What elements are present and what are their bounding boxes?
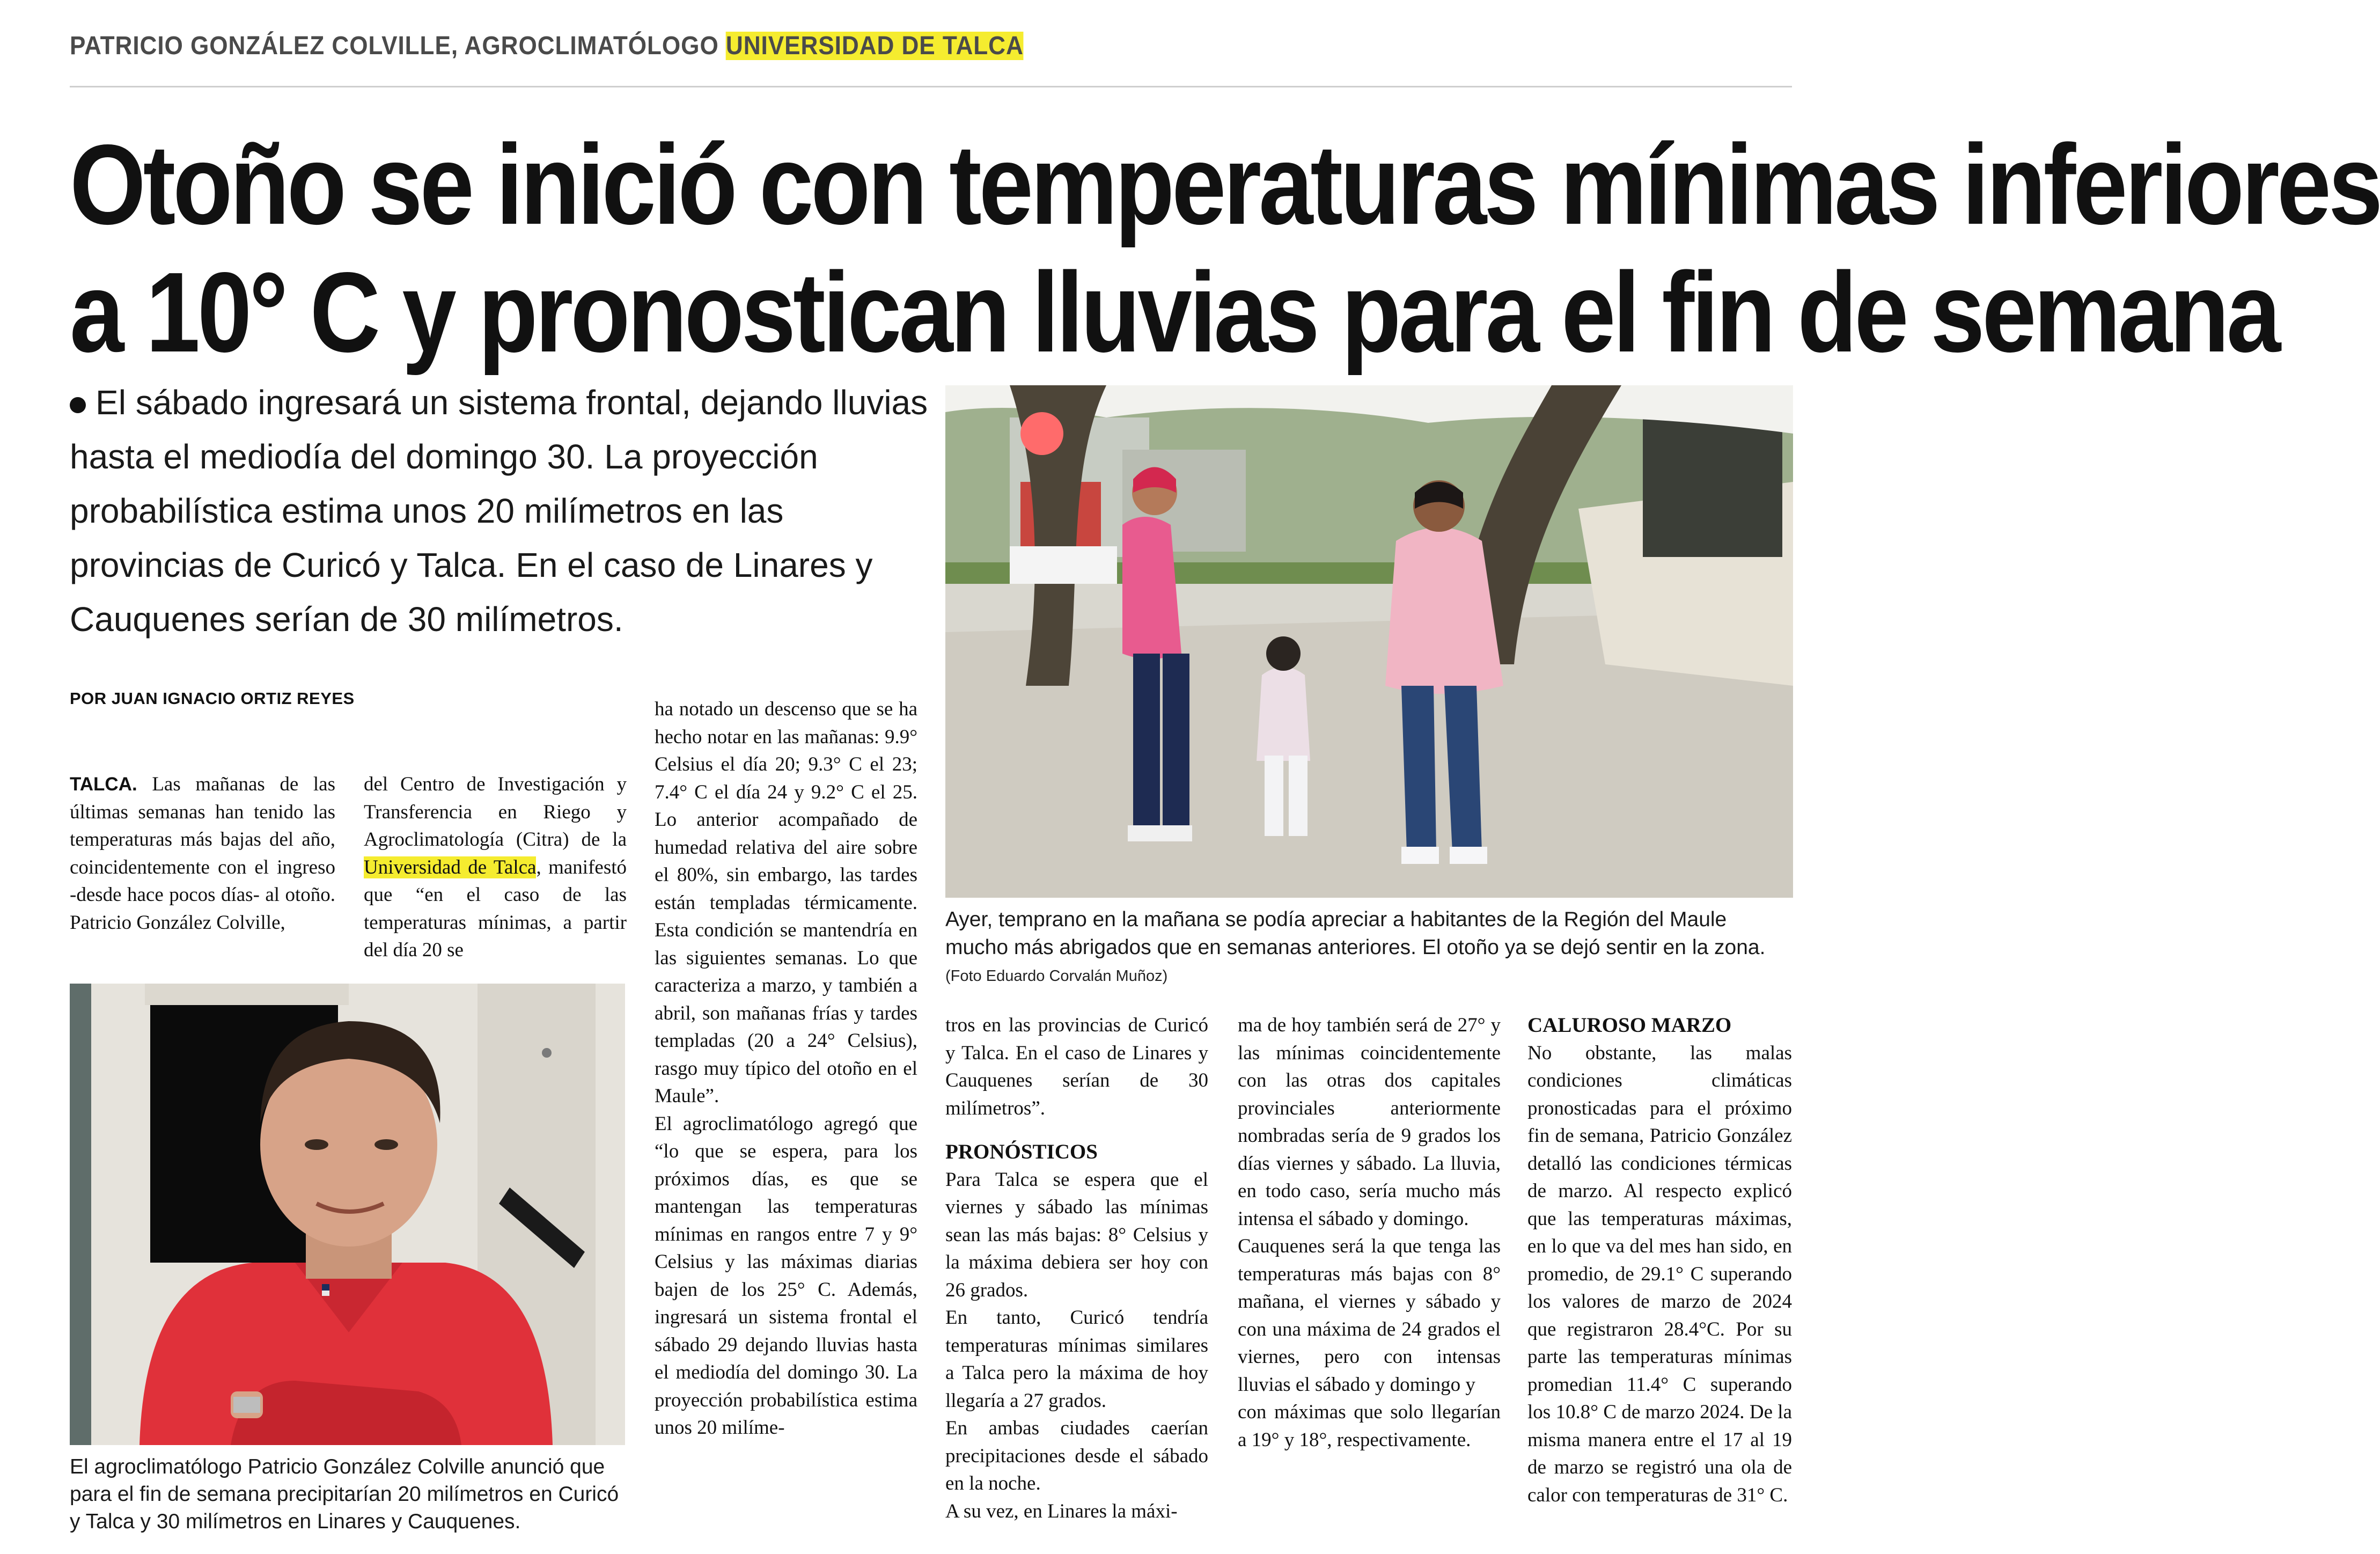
- paragraph: A su vez, en Linares la máxi-: [945, 1500, 1178, 1522]
- paragraph: ha notado un descenso que se ha hecho notar en las mañanas: 9.9° Celsius el día 20; 9.3° C el 23; 7.4° C el día 24 y 9.2° C el 25. Lo anterior acompañado de humedad relativa del aire sobre el 80%, sin embargo, las tardes están templadas térmicamente. Esta condición se mantendría en las siguientes semanas. Lo que caracteriza a marzo, y también a abril, son mañanas frías y tardes templadas (20 a 24° Celsius), rasgo muy típico del otoño en el Maule”.: [655, 698, 917, 1107]
- paragraph: ma de hoy también será de 27° y las mínimas coincidentemente con las otras dos capitales provinciales anteriormente nombradas sería de 9 grados los días viernes y sábado. La lluvia, en todo caso, sería mucho más intensa el sábado y domingo.: [1238, 1014, 1501, 1230]
- lead-text: El sábado ingresará un sistema frontal, dejando lluvias hasta el mediodía del domingo 30. La proyección probabilística estima unos 20 milímetros en las provincias de Curicó y Talca. En el caso de Linares y Cauquenes serían de 30 milímetros.: [70, 383, 928, 639]
- photo-park-walkers: [945, 385, 1793, 898]
- headline: [70, 121, 2380, 376]
- body-column-1: [70, 771, 335, 936]
- kicker-text: PATRICIO GONZÁLEZ COLVILLE, AGROCLIMATÓLOGO: [70, 32, 726, 60]
- subheading-pronosticos: PRONÓSTICOS: [945, 1140, 1098, 1163]
- photo-caption-main: Ayer, temprano en la mañana se podía apreciar a habitantes de la Región del Maule mucho más abrigados que en semanas anteriores. El otoño ya se dejó sentir en la zona.: [945, 908, 1766, 959]
- kicker-highlight: UNIVERSIDAD DE TALCA: [725, 32, 1024, 60]
- paragraph: Cauquenes será la que tenga las temperaturas más bajas con 8° mañana, el viernes y sábado y con una máxima de 24 grados el viernes, pero con intensas lluvias el sábado y domingo y: [1238, 1235, 1501, 1396]
- body-column-3: [655, 695, 917, 1442]
- paragraph: tros en las provincias de Curicó y Talca. En el caso de Linares y Cauquenes serían de 30 milímetros”.: [945, 1014, 1208, 1119]
- body-column-2: [364, 771, 627, 964]
- article-kicker: [70, 31, 1024, 61]
- paragraph: No obstante, las malas condiciones climáticas pronosticadas para el próximo fin de semana, Patricio González detalló las condiciones térmicas de marzo. Al respecto explicó que las temperaturas máximas, en lo que va del mes han sido, en promedio, de 29.1° C superando los valores de marzo de 2024 que registraron 28.4°C. Por su parte las temperaturas mínimas promedian 11.4° C superando los 10.8° C de marzo 2024. De la misma manera entre el 17 al 19 de marzo se registró una ola de calor con temperaturas de 31° C.: [1527, 1042, 1792, 1506]
- photo-credit: (Foto Eduardo Corvalán Muñoz): [945, 967, 1168, 985]
- headline-line-1: Otoño se inició con temperaturas mínimas inferiores: [70, 121, 2380, 248]
- lead-paragraph: [70, 376, 939, 647]
- body-column-6: [1527, 1011, 1792, 1509]
- headline-line-2: a 10° C y pronostican lluvias para el fin de semana: [70, 248, 2279, 376]
- body-text: del Centro de Investigación y Transferencia en Riego y Agroclimatología (Citra) de la: [364, 773, 627, 851]
- body-text: Las mañanas de las últimas semanas han tenido las temperaturas más bajas del año, coincidentemente con el ingreso -desde hace pocos días- al otoño. Patricio González Colville,: [70, 773, 335, 934]
- paragraph: En ambas ciudades caerían precipitaciones desde el sábado en la noche.: [945, 1417, 1208, 1494]
- photo-caption-portrait: El agroclimatólogo Patricio González Colville anunció que para el fin de semana precipitarían 20 milímetros en Curicó y Talca y 30 milímetros en Linares y Cauquenes.: [70, 1455, 619, 1533]
- paragraph: Para Talca se espera que el viernes y sábado las mínimas sean las más bajas: 8° Celsius y la máxima debiera ser hoy con 26 grados.: [945, 1168, 1208, 1301]
- paragraph: El agroclimatólogo agregó que “lo que se espera, para los próximos días, es que se mantengan las temperaturas mínimas en rangos entre 7 y 9° Celsius y las máximas diarias bajen de los 25° C. Además, ingresará un sistema frontal el sábado 29 dejando lluvias hasta el mediodía del domingo 30. La proyección probabilística estima unos 20 milíme-: [655, 1112, 917, 1439]
- byline: POR JUAN IGNACIO ORTIZ REYES: [70, 689, 355, 708]
- paragraph: En tanto, Curicó tendría temperaturas mínimas similares a Talca pero la máxima de hoy llegaría a 27 grados.: [945, 1307, 1208, 1412]
- body-text: , manifestó que “en el caso de las temperaturas mínimas, a partir del día 20 se: [364, 856, 627, 961]
- subheading-caluroso-marzo: CALUROSO MARZO: [1527, 1014, 1732, 1037]
- body-column-5: [1238, 1011, 1501, 1454]
- photo-portrait-patricio-gonzalez: [70, 984, 625, 1445]
- header-divider: [70, 86, 1792, 87]
- paragraph: con máximas que solo llegarían a 19° y 18°, respectivamente.: [1238, 1401, 1501, 1451]
- dateline: TALCA.: [70, 774, 137, 795]
- bullet-icon: [70, 397, 86, 413]
- body-column-4: [945, 1011, 1208, 1525]
- highlighted-university: Universidad de Talca: [364, 856, 537, 878]
